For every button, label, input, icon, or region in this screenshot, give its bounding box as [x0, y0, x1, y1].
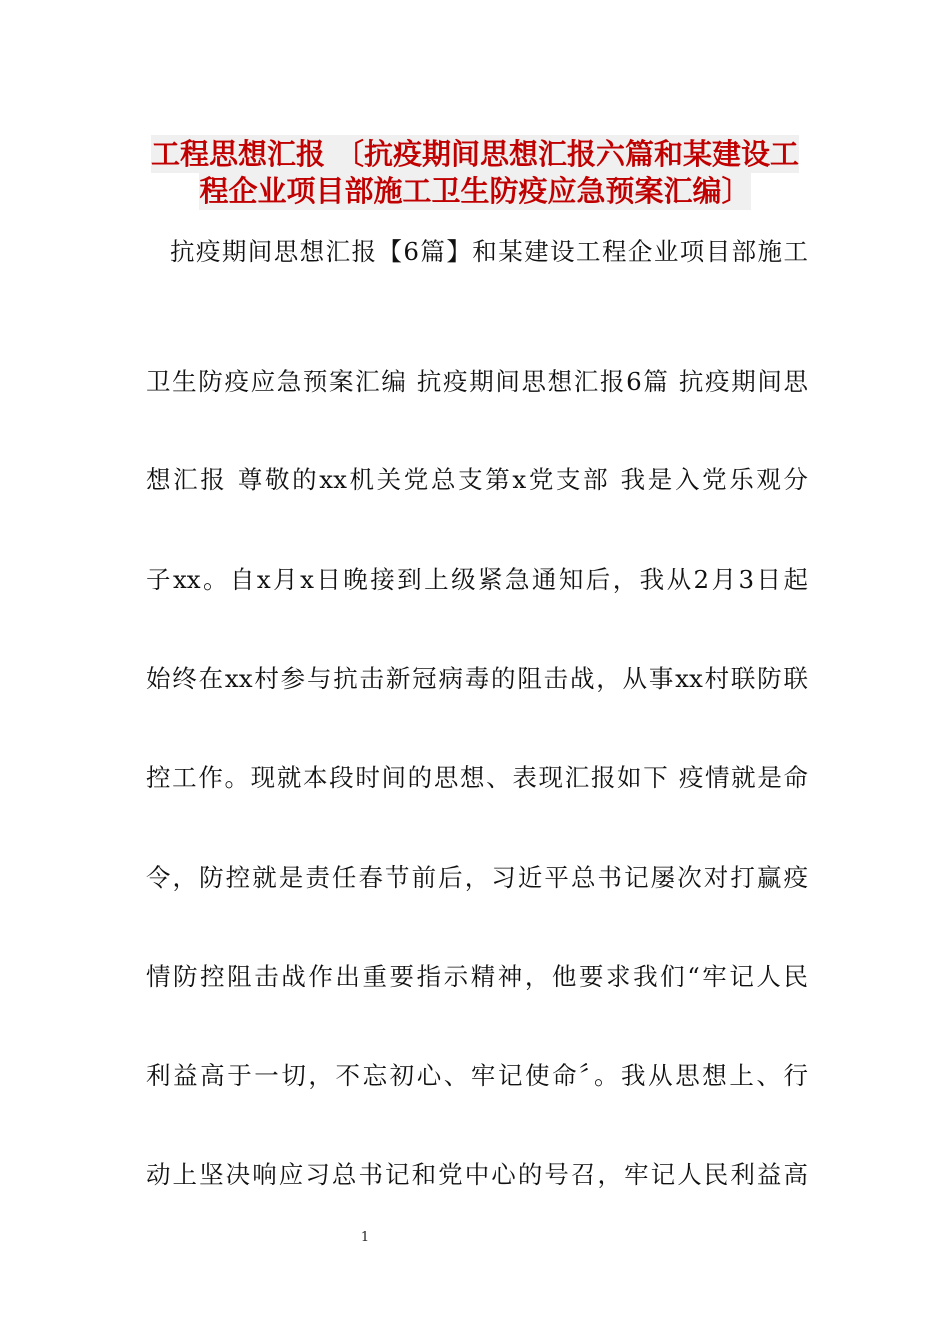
- body-line-4: 子xx。自x月x日晚接到上级紧急通知后，我从2月3日起: [146, 565, 808, 594]
- body-line-5: 始终在xx村参与抗击新冠病毒的阻击战，从事xx村联防联: [146, 664, 808, 693]
- title-text-1: 工程思想汇报 〔抗疫期间思想汇报六篇和某建设工: [150, 137, 800, 171]
- body-line-8: 情防控阻击战作出重要指示精神，他要求我们“牢记人民: [146, 962, 808, 991]
- body-line-3: 想汇报 尊敬的xx机关党总支第x党支部 我是入党乐观分: [146, 465, 808, 494]
- body-line-2: 卫生防疫应急预案汇编 抗疫期间思想汇报6篇 抗疫期间思: [146, 367, 808, 396]
- page-number: [0, 1230, 950, 1245]
- body-line-10: 动上坚决响应习总书记和党中心的号召，牢记人民利益高: [146, 1160, 808, 1189]
- document-title-line-1: [100, 136, 850, 172]
- body-line-9: 利益高于一切，不忘初心、牢记使命〞。我从思想上、行: [146, 1061, 808, 1090]
- body-line-1: 抗疫期间思想汇报【6篇】和某建设工程企业项目部施工: [170, 237, 808, 266]
- body-line-7: 令，防控就是责任春节前后，习近平总书记屡次对打赢疫: [146, 863, 808, 892]
- body-line-6: 控工作。现就本段时间的思想、表现汇报如下 疫情就是命: [146, 763, 808, 792]
- title-text-2: 程企业项目部施工卫生防疫应急预案汇编〕: [199, 174, 751, 208]
- page-number-text: 1: [360, 1230, 370, 1245]
- document-title-line-2: [100, 173, 850, 209]
